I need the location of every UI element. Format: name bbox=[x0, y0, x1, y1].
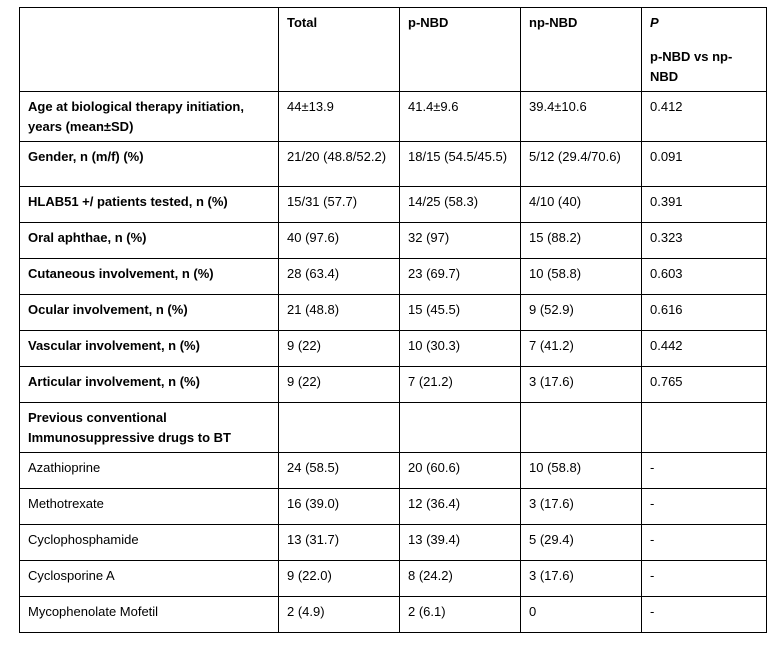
cell-p: - bbox=[642, 597, 767, 633]
cell-p: 0.603 bbox=[642, 259, 767, 295]
table-row bbox=[20, 367, 767, 403]
cell-total: 9 (22.0) bbox=[279, 561, 400, 597]
cell-pnbd: 7 (21.2) bbox=[400, 367, 521, 403]
cell-pnbd: 2 (6.1) bbox=[400, 597, 521, 633]
cell-npnbd: 3 (17.6) bbox=[521, 367, 642, 403]
cell-p: - bbox=[642, 525, 767, 561]
empty-cell bbox=[400, 403, 521, 453]
row-label: Cyclophosphamide bbox=[20, 525, 279, 561]
row-label: Gender, n (m/f) (%) bbox=[20, 142, 279, 187]
cell-p: 0.616 bbox=[642, 295, 767, 331]
cell-p: 0.323 bbox=[642, 223, 767, 259]
row-label: Oral aphthae, n (%) bbox=[20, 223, 279, 259]
cell-pnbd: 14/25 (58.3) bbox=[400, 187, 521, 223]
cell-p: 0.765 bbox=[642, 367, 767, 403]
cell-npnbd: 4/10 (40) bbox=[521, 187, 642, 223]
table-row bbox=[20, 561, 767, 597]
cell-total: 28 (63.4) bbox=[279, 259, 400, 295]
cell-total: 44±13.9 bbox=[279, 92, 400, 142]
table-row bbox=[20, 295, 767, 331]
table-row bbox=[20, 489, 767, 525]
cell-total: 40 (97.6) bbox=[279, 223, 400, 259]
cell-total: 21/20 (48.8/52.2) bbox=[279, 142, 400, 187]
row-label: Cutaneous involvement, n (%) bbox=[20, 259, 279, 295]
cell-npnbd: 10 (58.8) bbox=[521, 259, 642, 295]
header-blank-cell bbox=[20, 8, 279, 92]
cell-pnbd: 32 (97) bbox=[400, 223, 521, 259]
cell-pnbd: 13 (39.4) bbox=[400, 525, 521, 561]
characteristics-table bbox=[19, 7, 767, 633]
cell-p: - bbox=[642, 561, 767, 597]
cell-pnbd: 8 (24.2) bbox=[400, 561, 521, 597]
cell-npnbd: 5 (29.4) bbox=[521, 525, 642, 561]
cell-total: 9 (22) bbox=[279, 331, 400, 367]
row-label: Azathioprine bbox=[20, 453, 279, 489]
cell-npnbd: 15 (88.2) bbox=[521, 223, 642, 259]
cell-npnbd: 9 (52.9) bbox=[521, 295, 642, 331]
row-label: Mycophenolate Mofetil bbox=[20, 597, 279, 633]
cell-p: 0.412 bbox=[642, 92, 767, 142]
header-p-cell bbox=[642, 8, 767, 92]
empty-cell bbox=[279, 403, 400, 453]
header-p: P bbox=[650, 15, 659, 30]
section-label: Previous conventional Immunosuppressive drugs to BT bbox=[20, 403, 279, 453]
table-row bbox=[20, 223, 767, 259]
cell-p: 0.391 bbox=[642, 187, 767, 223]
section-header-row bbox=[20, 403, 767, 453]
cell-pnbd: 18/15 (54.5/45.5) bbox=[400, 142, 521, 187]
cell-p: 0.091 bbox=[642, 142, 767, 187]
table-row bbox=[20, 142, 767, 187]
row-label: Age at biological therapy initiation, years (mean±SD) bbox=[20, 92, 279, 142]
table-row bbox=[20, 453, 767, 489]
cell-npnbd: 10 (58.8) bbox=[521, 453, 642, 489]
header-row bbox=[20, 8, 767, 92]
row-label: Articular involvement, n (%) bbox=[20, 367, 279, 403]
table-row bbox=[20, 525, 767, 561]
cell-npnbd: 5/12 (29.4/70.6) bbox=[521, 142, 642, 187]
empty-cell bbox=[521, 403, 642, 453]
cell-total: 13 (31.7) bbox=[279, 525, 400, 561]
table-row bbox=[20, 92, 767, 142]
cell-p: - bbox=[642, 489, 767, 525]
header-total: Total bbox=[279, 8, 400, 92]
cell-npnbd: 39.4±10.6 bbox=[521, 92, 642, 142]
cell-total: 15/31 (57.7) bbox=[279, 187, 400, 223]
row-label: HLAB51 +/ patients tested, n (%) bbox=[20, 187, 279, 223]
row-label: Vascular involvement, n (%) bbox=[20, 331, 279, 367]
table-row bbox=[20, 597, 767, 633]
cell-pnbd: 12 (36.4) bbox=[400, 489, 521, 525]
header-pnbd: p-NBD bbox=[400, 8, 521, 92]
cell-npnbd: 3 (17.6) bbox=[521, 561, 642, 597]
cell-total: 16 (39.0) bbox=[279, 489, 400, 525]
cell-pnbd: 41.4±9.6 bbox=[400, 92, 521, 142]
empty-cell bbox=[642, 403, 767, 453]
row-label: Methotrexate bbox=[20, 489, 279, 525]
cell-p: - bbox=[642, 453, 767, 489]
cell-total: 9 (22) bbox=[279, 367, 400, 403]
row-label: Ocular involvement, n (%) bbox=[20, 295, 279, 331]
cell-total: 2 (4.9) bbox=[279, 597, 400, 633]
cell-pnbd: 20 (60.6) bbox=[400, 453, 521, 489]
cell-npnbd: 7 (41.2) bbox=[521, 331, 642, 367]
cell-p: 0.442 bbox=[642, 331, 767, 367]
table-row bbox=[20, 259, 767, 295]
cell-pnbd: 15 (45.5) bbox=[400, 295, 521, 331]
cell-pnbd: 10 (30.3) bbox=[400, 331, 521, 367]
header-npnbd: np-NBD bbox=[521, 8, 642, 92]
cell-npnbd: 3 (17.6) bbox=[521, 489, 642, 525]
cell-total: 24 (58.5) bbox=[279, 453, 400, 489]
table-row bbox=[20, 331, 767, 367]
cell-npnbd: 0 bbox=[521, 597, 642, 633]
row-label: Cyclosporine A bbox=[20, 561, 279, 597]
table-row bbox=[20, 187, 767, 223]
cell-pnbd: 23 (69.7) bbox=[400, 259, 521, 295]
header-p-comparison: p-NBD vs np-NBD bbox=[650, 49, 733, 84]
cell-total: 21 (48.8) bbox=[279, 295, 400, 331]
